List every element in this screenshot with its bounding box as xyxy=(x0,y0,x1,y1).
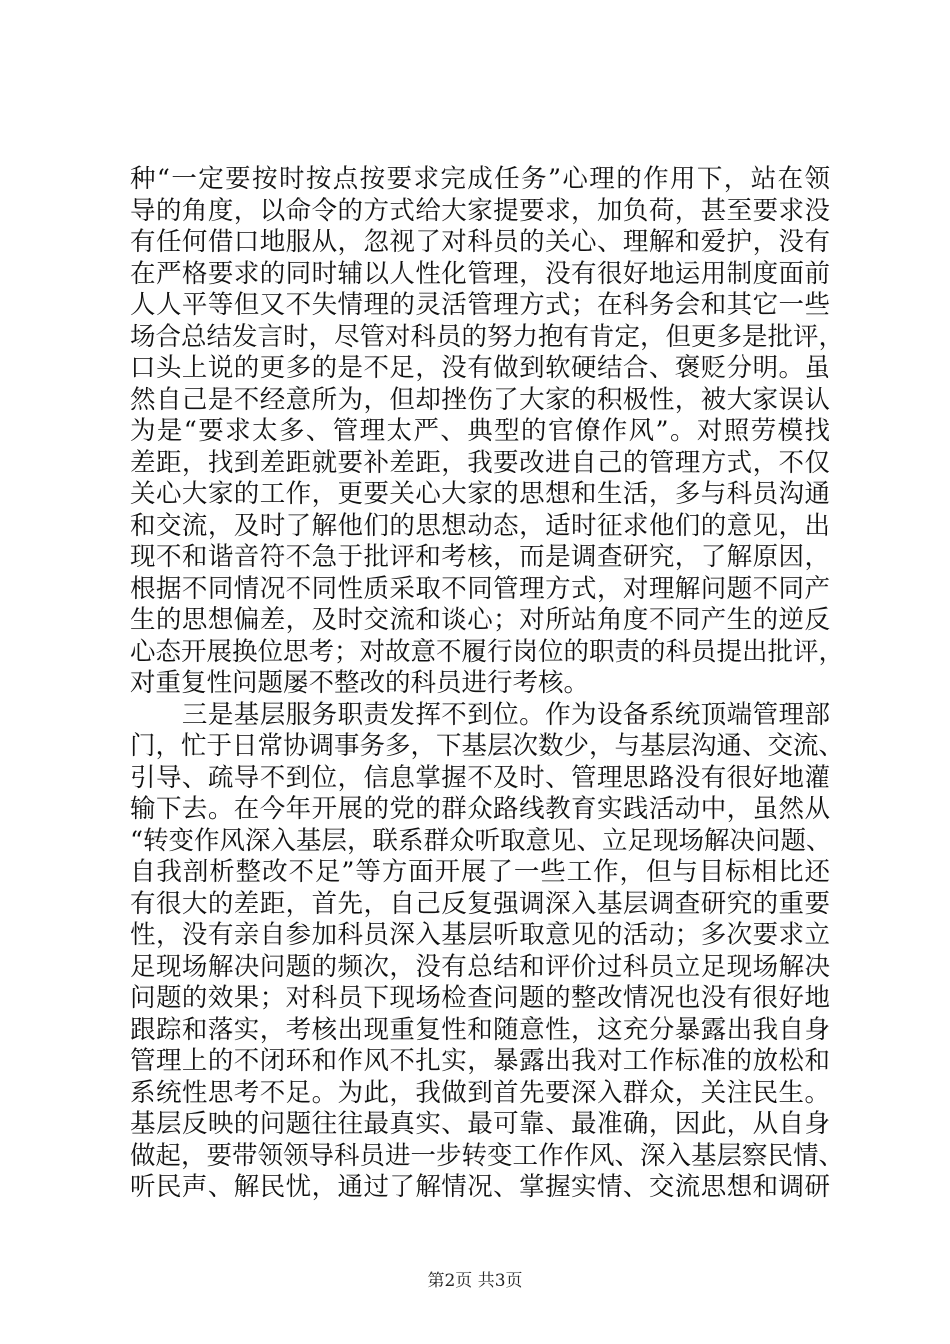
text-line: 差距，找到差距就要补差距，我要改进自己的管理方式，不仅 xyxy=(130,447,830,478)
paragraph-start-line: 三是基层服务职责发挥不到位。作为设备系统顶端管理部 xyxy=(130,699,830,730)
text-line: 人人平等但又不失情理的灵活管理方式；在科务会和其它一些 xyxy=(130,290,830,320)
page-number-footer: 第2页 共3页 xyxy=(427,1271,523,1291)
text-line: 系统性思考不足。为此，我做到首先要深入群众，关注民生。 xyxy=(130,1077,830,1108)
text-line: 场合总结发言时，尽管对科员的努力抱有肯定，但更多是批评， xyxy=(130,321,845,352)
text-line: 在严格要求的同时辅以人性化管理，没有很好地运用制度面前 xyxy=(130,258,830,289)
text-line: 关心大家的工作，更要关心大家的思想和生活，多与科员沟通 xyxy=(130,479,830,509)
text-line: 管理上的不闭环和作风不扎实，暴露出我对工作标准的放松和 xyxy=(130,1046,830,1076)
paragraph-end-line: 对重复性问题屡不整改的科员进行考核。 xyxy=(130,668,590,698)
text-line: 然自己是不经意所为，但却挫伤了大家的积极性，被大家误认 xyxy=(130,384,830,415)
text-line: 和交流，及时了解他们的思想动态，适时征求他们的意见，出 xyxy=(130,510,830,541)
text-line: 性，没有亲自参加科员深入基层听取意见的活动；多次要求立 xyxy=(130,920,830,950)
text-line: 门，忙于日常协调事务多，下基层次数少，与基层沟通、交流、 xyxy=(130,731,845,761)
text-line: 导的角度，以命令的方式给大家提要求，加负荷，甚至要求没 xyxy=(130,195,830,226)
document-body xyxy=(130,164,845,1204)
text-line: 听民声、解民忧，通过了解情况、掌握实情、交流思想和调研 xyxy=(130,1172,830,1202)
text-line: 有很大的差距，首先，自己反复强调深入基层调查研究的重要 xyxy=(130,888,830,919)
text-line: 跟踪和落实，考核出现重复性和随意性，这充分暴露出我自身 xyxy=(130,1014,830,1045)
text-line: “转变作风深入基层，联系群众听取意见、立足现场解决问题、 xyxy=(130,825,832,856)
text-line: 心态开展换位思考；对故意不履行岗位的职责的科员提出批评， xyxy=(130,636,845,667)
text-line: 基层反映的问题往往最真实、最可靠、最准确，因此，从自身 xyxy=(130,1109,830,1139)
text-line: 有任何借口地服从，忽视了对科员的关心、理解和爱护，没有 xyxy=(130,227,830,257)
text-line: 为是“要求太多、管理太严、典型的官僚作风”。对照劳模找 xyxy=(130,416,830,446)
text-line: 自我剖析整改不足”等方面开展了一些工作，但与目标相比还 xyxy=(130,857,830,887)
text-line: 种“一定要按时按点按要求完成任务”心理的作用下，站在领 xyxy=(130,164,830,194)
text-line: 根据不同情况不同性质采取不同管理方式，对理解问题不同产 xyxy=(130,573,830,604)
text-line: 做起，要带领领导科员进一步转变工作作风、深入基层察民情、 xyxy=(130,1140,845,1171)
text-line: 问题的效果；对科员下现场检查问题的整改情况也没有很好地 xyxy=(130,983,830,1013)
text-line: 口头上说的更多的是不足，没有做到软硬结合、褒贬分明。虽 xyxy=(130,353,830,383)
text-line: 足现场解决问题的频次，没有总结和评价过科员立足现场解决 xyxy=(130,951,830,982)
text-line: 输下去。在今年开展的党的群众路线教育实践活动中，虽然从 xyxy=(130,794,830,824)
text-line: 生的思想偏差，及时交流和谈心；对所站角度不同产生的逆反 xyxy=(130,605,830,635)
text-line: 现不和谐音符不急于批评和考核，而是调查研究，了解原因， xyxy=(130,542,830,572)
text-line: 引导、疏导不到位，信息掌握不及时、管理思路没有很好地灌 xyxy=(130,762,830,793)
